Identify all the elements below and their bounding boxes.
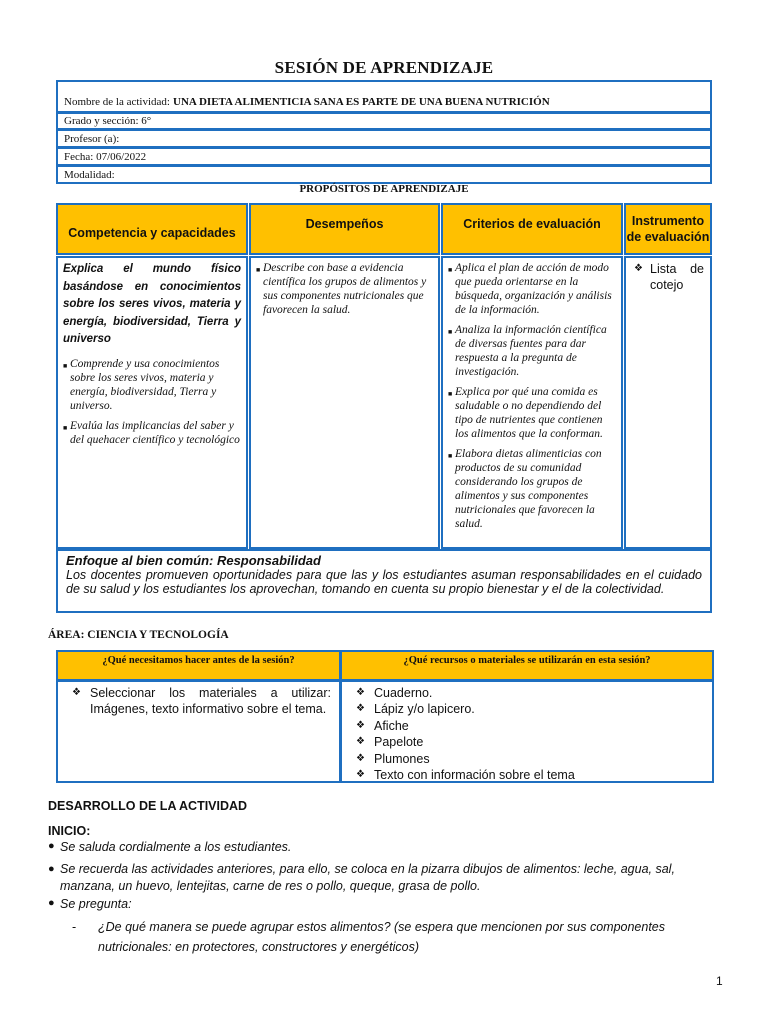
header-resources — [340, 650, 714, 681]
criteria-text: Aplica el plan de acción de modo que pueda orientarse en la búsqueda, organización y análisis de la información. — [455, 262, 612, 316]
resource-item — [356, 718, 704, 734]
purposes-title: PROPÓSITOS DE APRENDIZAJE — [299, 183, 469, 195]
criteria-text: Analiza la información científica de diversas fuentes para dar respuesta a la pregunta de investigación. — [455, 324, 607, 378]
teacher-row — [56, 129, 712, 148]
start-bullet-text: Se recuerda las actividades anteriores, para ello, se coloca en la pizarra dibujos de alimentos: leche, agua, sal, manzana, un huevo, lentejitas, carne de res o pollo, queque, grasa de pollo. — [60, 862, 675, 893]
diamond-bullet-icon: ❖ — [356, 687, 365, 698]
before-item-text: Seleccionar los materiales a utilizar: Imágenes, texto informativo sobre el tema. — [90, 686, 331, 717]
start-bullet — [48, 861, 728, 894]
resource-item — [356, 767, 704, 783]
performance-item — [256, 261, 433, 317]
resource-text: Papelote — [374, 735, 424, 750]
area-title: ÁREA: CIENCIA Y TECNOLOGÍA — [48, 629, 229, 641]
start-title: INICIO: — [48, 824, 91, 838]
bullet-square-icon: ■ — [256, 266, 261, 274]
capacity-text: Comprende y usa conocimientos sobre los seres vivos, materia y energía, biodiversidad, Tierra y universo. — [70, 357, 220, 412]
competence-cell — [56, 256, 248, 549]
header-performance — [249, 203, 440, 255]
diamond-bullet-icon: ❖ — [356, 736, 365, 748]
question-text: ¿De qué manera se puede agrupar estos alimentos? (se espera que mencionen por sus componentes nutricionales: en protectores, constructores y energéticos) — [98, 920, 666, 954]
competence-main: Explica el mundo físico basándose en conocimientos sobre los seres vivos, materia y energía, biodiversidad, Tierra y universo — [63, 263, 241, 345]
focus-description: Los docentes promueven oportunidades para que las y los estudiantes asuman responsabilidades en el cuidado de su salud y los estudiantes los aprovechan, tomando en cuenta su propio bienestar y el de la colectividad. — [66, 568, 702, 596]
start-bullet-text: Se saluda cordialmente a los estudiantes. — [60, 840, 292, 854]
bullet-square-icon: ■ — [63, 361, 68, 370]
resource-text: Lápiz y/o lapicero. — [374, 702, 475, 717]
resource-text: Texto con información sobre el tema — [374, 768, 575, 783]
start-bullet — [48, 897, 728, 911]
development-title: DESARROLLO DE LA ACTIVIDAD — [48, 799, 248, 813]
criteria-item — [448, 323, 616, 379]
instrument-text: Lista de cotejo — [650, 262, 704, 292]
resource-text: Plumones — [374, 751, 430, 766]
diamond-bullet-icon: ❖ — [356, 719, 365, 731]
criteria-item — [448, 385, 616, 441]
activity-label: Nombre de la actividad: — [64, 95, 170, 108]
header-instrument-label: Instrumento de evaluación — [626, 214, 710, 244]
document-title: SESIÓN DE APRENDIZAJE — [274, 58, 494, 77]
bullet-dot-icon: ● — [48, 863, 55, 875]
header-resources-label: ¿Qué recursos o materiales se utilizarán en esta sesión? — [403, 655, 651, 666]
capacity-item — [63, 357, 241, 413]
header-criteria-label: Criterios de evaluación — [463, 217, 601, 231]
diamond-bullet-icon: ❖ — [72, 687, 81, 698]
header-competence-label: Competencia y capacidades — [68, 226, 236, 240]
bullet-dot-icon: ● — [48, 840, 55, 852]
start-bullet-text: Se pregunta: — [60, 897, 132, 911]
resources-cell — [340, 680, 714, 783]
capacity-item — [63, 419, 241, 447]
before-item — [72, 685, 331, 718]
bullet-dot-icon: ● — [48, 897, 55, 909]
date-row — [56, 147, 712, 166]
bullet-square-icon: ■ — [448, 328, 453, 336]
resource-text: Afiche — [374, 718, 409, 733]
teacher-text: Profesor (a): — [64, 132, 120, 145]
activity-name: UNA DIETA ALIMENTICIA SANA ES PARTE DE UNA BUENA NUTRICIÓN — [173, 95, 550, 108]
header-criteria — [441, 203, 623, 255]
capacity-text: Evalúa las implicancias del saber y del quehacer científico y tecnológico — [70, 419, 240, 446]
header-instrument — [624, 203, 712, 255]
bullet-square-icon: ■ — [448, 266, 453, 274]
resource-item — [356, 701, 704, 717]
before-session-cell — [56, 680, 341, 783]
activity-name-row — [56, 80, 712, 113]
date-text: Fecha: 07/06/2022 — [64, 150, 147, 163]
instrument-item — [634, 261, 704, 293]
criteria-cell — [441, 256, 623, 549]
diamond-bullet-icon: ❖ — [356, 752, 365, 764]
modality-row — [56, 165, 712, 184]
criteria-text: Elabora dietas alimenticias con productos de su comunidad considerando los grupos de alimentos y sus componentes nutricionales que favorecen la salud. — [455, 448, 602, 530]
header-competence — [56, 203, 248, 255]
focus-title: Enfoque al bien común: Responsabilidad — [66, 553, 321, 568]
diamond-bullet-icon: ❖ — [634, 263, 643, 274]
grade-row — [56, 112, 712, 130]
bullet-square-icon: ■ — [448, 390, 453, 398]
resource-text: Cuaderno. — [374, 686, 433, 700]
focus-box — [56, 549, 712, 613]
performance-text: Describe con base a evidencia científica los grupos de alimentos y sus componentes nutricionales que favorecen la salud. — [263, 262, 427, 316]
page-number: 1 — [716, 974, 723, 988]
criteria-text: Explica por qué una comida es saludable o no dependiendo del tipo de nutrientes que contienen los alimentos que la conforman. — [455, 386, 603, 440]
diamond-bullet-icon: ❖ — [356, 769, 365, 781]
grade-text: Grado y sección: 6° — [64, 115, 152, 127]
instrument-cell — [624, 256, 712, 549]
resource-item — [356, 685, 704, 701]
modality-text: Modalidad: — [64, 168, 115, 181]
start-bullet — [48, 840, 728, 854]
header-performance-label: Desempeños — [305, 217, 384, 231]
question-item — [48, 917, 728, 957]
header-before-session — [56, 650, 341, 681]
bullet-square-icon: ■ — [63, 423, 68, 432]
criteria-item — [448, 261, 616, 317]
bullet-square-icon: ■ — [448, 452, 453, 460]
criteria-item — [448, 447, 616, 531]
header-before-session-label: ¿Qué necesitamos hacer antes de la sesión? — [102, 655, 295, 666]
dash-bullet: - — [72, 920, 77, 934]
diamond-bullet-icon: ❖ — [356, 703, 365, 715]
resource-item — [356, 751, 704, 767]
performance-cell — [249, 256, 440, 549]
resource-item — [356, 734, 704, 750]
